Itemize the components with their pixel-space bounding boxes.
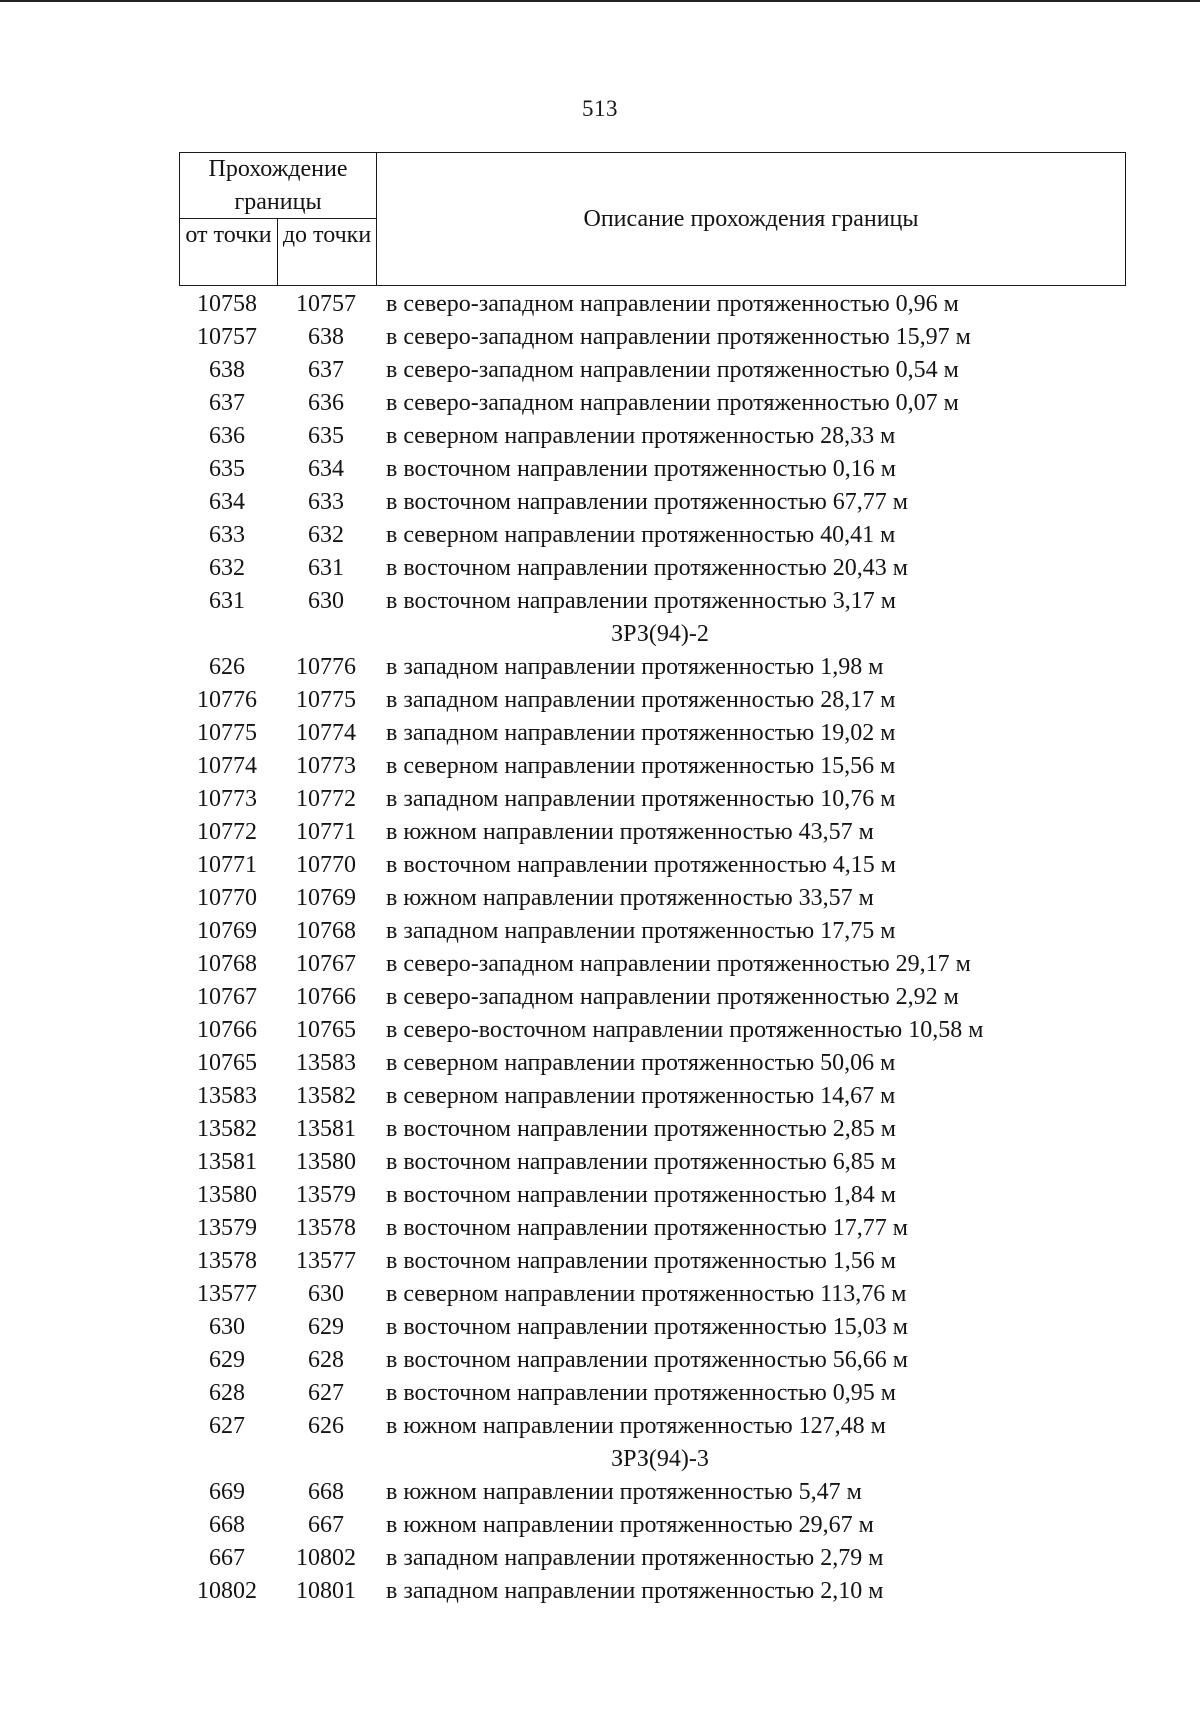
to-point: 10802 <box>296 1545 356 1571</box>
to-point: 10767 <box>296 951 356 977</box>
table-header <box>179 152 1126 286</box>
boundary-description: в восточном направлении протяженностью 0,16 м <box>386 456 896 482</box>
boundary-description: в западном направлении протяженностью 2,79 м <box>386 1545 884 1571</box>
boundary-description: в северо-восточном направлении протяженностью 10,58 м <box>386 1017 984 1043</box>
header-to-point: до точки <box>278 219 377 286</box>
from-point: 633 <box>209 522 245 548</box>
from-point: 632 <box>209 555 245 581</box>
to-point: 629 <box>308 1314 344 1340</box>
to-point: 637 <box>308 357 344 383</box>
boundary-description: в восточном направлении протяженностью 67,77 м <box>386 489 908 515</box>
boundary-description: в восточном направлении протяженностью 20,43 м <box>386 555 908 581</box>
to-point: 10776 <box>296 654 356 680</box>
from-point: 10757 <box>197 324 257 350</box>
from-point: 13583 <box>197 1083 257 1109</box>
to-point: 10774 <box>296 720 356 746</box>
from-point: 10776 <box>197 687 257 713</box>
to-point: 627 <box>308 1380 344 1406</box>
from-point: 637 <box>209 390 245 416</box>
table-row <box>0 552 1200 585</box>
to-point: 638 <box>308 324 344 350</box>
boundary-description: в восточном направлении протяженностью 6,85 м <box>386 1149 896 1175</box>
to-point: 13579 <box>296 1182 356 1208</box>
boundary-description: в северо-западном направлении протяженностью 29,17 м <box>386 951 971 977</box>
to-point: 10775 <box>296 687 356 713</box>
table-row <box>0 1212 1200 1245</box>
table-row <box>0 486 1200 519</box>
boundary-description: в северо-западном направлении протяженностью 2,92 м <box>386 984 959 1010</box>
boundary-description: в южном направлении протяженностью 5,47 м <box>386 1479 862 1505</box>
to-point: 10772 <box>296 786 356 812</box>
boundary-description: в северо-западном направлении протяженностью 0,96 м <box>386 291 959 317</box>
boundary-description: в северном направлении протяженностью 50,06 м <box>386 1050 896 1076</box>
to-point: 10769 <box>296 885 356 911</box>
from-point: 635 <box>209 456 245 482</box>
table-row <box>0 519 1200 552</box>
from-point: 13577 <box>197 1281 257 1307</box>
table-row <box>0 1575 1200 1608</box>
to-point: 10766 <box>296 984 356 1010</box>
section-title <box>0 618 1200 651</box>
to-point: 626 <box>308 1413 344 1439</box>
to-point: 630 <box>308 1281 344 1307</box>
to-point: 10801 <box>296 1578 356 1604</box>
to-point: 10773 <box>296 753 356 779</box>
table-row <box>0 849 1200 882</box>
boundary-description: в восточном направлении протяженностью 4,15 м <box>386 852 896 878</box>
to-point: 633 <box>308 489 344 515</box>
table-row <box>0 1146 1200 1179</box>
table-row <box>0 1410 1200 1443</box>
from-point: 638 <box>209 357 245 383</box>
boundary-description: в западном направлении протяженностью 2,10 м <box>386 1578 884 1604</box>
to-point: 635 <box>308 423 344 449</box>
boundary-description: в восточном направлении протяженностью 3,17 м <box>386 588 896 614</box>
table-row <box>0 1344 1200 1377</box>
table-row <box>0 1476 1200 1509</box>
boundary-description: в восточном направлении протяженностью 15,03 м <box>386 1314 908 1340</box>
to-point: 10768 <box>296 918 356 944</box>
boundary-description: в восточном направлении протяженностью 56,66 м <box>386 1347 908 1373</box>
from-point: 13578 <box>197 1248 257 1274</box>
table-row <box>0 585 1200 618</box>
from-point: 13579 <box>197 1215 257 1241</box>
table-row <box>0 1377 1200 1410</box>
boundary-description: в северо-западном направлении протяженностью 15,97 м <box>386 324 971 350</box>
from-point: 669 <box>209 1479 245 1505</box>
table-row <box>0 651 1200 684</box>
boundary-description: в южном направлении протяженностью 127,48 м <box>386 1413 886 1439</box>
table-row <box>0 882 1200 915</box>
from-point: 13580 <box>197 1182 257 1208</box>
to-point: 13577 <box>296 1248 356 1274</box>
table-row <box>0 1080 1200 1113</box>
from-point: 668 <box>209 1512 245 1538</box>
from-point: 10775 <box>197 720 257 746</box>
table-row <box>0 453 1200 486</box>
from-point: 10771 <box>197 852 257 878</box>
section-title <box>0 1443 1200 1476</box>
from-point: 10773 <box>197 786 257 812</box>
table-row <box>0 684 1200 717</box>
table-row <box>0 1113 1200 1146</box>
section-title-text: ЗРЗ(94)-3 <box>611 1446 709 1472</box>
from-point: 10772 <box>197 819 257 845</box>
to-point: 13582 <box>296 1083 356 1109</box>
from-point: 629 <box>209 1347 245 1373</box>
boundary-description: в южном направлении протяженностью 43,57 м <box>386 819 874 845</box>
table-row <box>0 1245 1200 1278</box>
boundary-description: в западном направлении протяженностью 10,76 м <box>386 786 896 812</box>
boundary-description: в северном направлении протяженностью 14,67 м <box>386 1083 896 1109</box>
boundary-description: в северном направлении протяженностью 28,33 м <box>386 423 896 449</box>
to-point: 667 <box>308 1512 344 1538</box>
to-point: 636 <box>308 390 344 416</box>
table-row <box>0 1311 1200 1344</box>
table-row <box>0 354 1200 387</box>
table-row <box>0 816 1200 849</box>
table-row <box>0 1542 1200 1575</box>
boundary-description: в восточном направлении протяженностью 1,84 м <box>386 1182 896 1208</box>
to-point: 13583 <box>296 1050 356 1076</box>
table-row <box>0 948 1200 981</box>
page-number: 513 <box>582 96 618 121</box>
to-point: 10757 <box>296 291 356 317</box>
from-point: 10768 <box>197 951 257 977</box>
boundary-description: в северном направлении протяженностью 40,41 м <box>386 522 896 548</box>
from-point: 628 <box>209 1380 245 1406</box>
to-point: 13580 <box>296 1149 356 1175</box>
from-point: 10774 <box>197 753 257 779</box>
to-point: 13581 <box>296 1116 356 1142</box>
to-point: 10770 <box>296 852 356 878</box>
to-point: 10765 <box>296 1017 356 1043</box>
boundary-description: в восточном направлении протяженностью 1,56 м <box>386 1248 896 1274</box>
table-row <box>0 915 1200 948</box>
from-point: 636 <box>209 423 245 449</box>
table-row <box>0 321 1200 354</box>
header-from-point: от точки <box>180 219 278 286</box>
boundary-description: в южном направлении протяженностью 33,57 м <box>386 885 874 911</box>
section-title-text: ЗРЗ(94)-2 <box>611 621 709 647</box>
boundary-description: в восточном направлении протяженностью 0,95 м <box>386 1380 896 1406</box>
table-row <box>0 1014 1200 1047</box>
from-point: 10765 <box>197 1050 257 1076</box>
table-row <box>0 750 1200 783</box>
table-body <box>0 288 1200 1608</box>
from-point: 626 <box>209 654 245 680</box>
from-point: 630 <box>209 1314 245 1340</box>
table-row <box>0 387 1200 420</box>
boundary-description: в западном направлении протяженностью 28,17 м <box>386 687 896 713</box>
to-point: 10771 <box>296 819 356 845</box>
boundary-description: в северном направлении протяженностью 113,76 м <box>386 1281 907 1307</box>
boundary-description: в северном направлении протяженностью 15,56 м <box>386 753 896 779</box>
to-point: 628 <box>308 1347 344 1373</box>
from-point: 10770 <box>197 885 257 911</box>
top-border-line <box>0 0 1200 2</box>
boundary-description: в восточном направлении протяженностью 17,77 м <box>386 1215 908 1241</box>
to-point: 631 <box>308 555 344 581</box>
to-point: 13578 <box>296 1215 356 1241</box>
table-row <box>0 1179 1200 1212</box>
boundary-description: в западном направлении протяженностью 17,75 м <box>386 918 896 944</box>
from-point: 10766 <box>197 1017 257 1043</box>
boundary-description: в северо-западном направлении протяженностью 0,54 м <box>386 357 959 383</box>
boundary-description: в восточном направлении протяженностью 2,85 м <box>386 1116 896 1142</box>
table-row <box>0 1509 1200 1542</box>
from-point: 10767 <box>197 984 257 1010</box>
from-point: 667 <box>209 1545 245 1571</box>
table-row <box>0 981 1200 1014</box>
table-row <box>0 783 1200 816</box>
to-point: 632 <box>308 522 344 548</box>
table-row <box>0 717 1200 750</box>
table-row <box>0 420 1200 453</box>
table-row <box>0 1047 1200 1080</box>
header-passage: Прохождение границы <box>180 153 377 219</box>
from-point: 634 <box>209 489 245 515</box>
from-point: 13581 <box>197 1149 257 1175</box>
boundary-description: в северо-западном направлении протяженностью 0,07 м <box>386 390 959 416</box>
boundary-description: в западном направлении протяженностью 1,98 м <box>386 654 884 680</box>
table-row <box>0 1278 1200 1311</box>
from-point: 10769 <box>197 918 257 944</box>
to-point: 630 <box>308 588 344 614</box>
table-row <box>0 288 1200 321</box>
boundary-description: в западном направлении протяженностью 19,02 м <box>386 720 896 746</box>
from-point: 631 <box>209 588 245 614</box>
from-point: 10758 <box>197 291 257 317</box>
header-description: Описание прохождения границы <box>583 206 919 232</box>
from-point: 13582 <box>197 1116 257 1142</box>
to-point: 634 <box>308 456 344 482</box>
from-point: 10802 <box>197 1578 257 1604</box>
from-point: 627 <box>209 1413 245 1439</box>
to-point: 668 <box>308 1479 344 1505</box>
boundary-description: в южном направлении протяженностью 29,67 м <box>386 1512 874 1538</box>
